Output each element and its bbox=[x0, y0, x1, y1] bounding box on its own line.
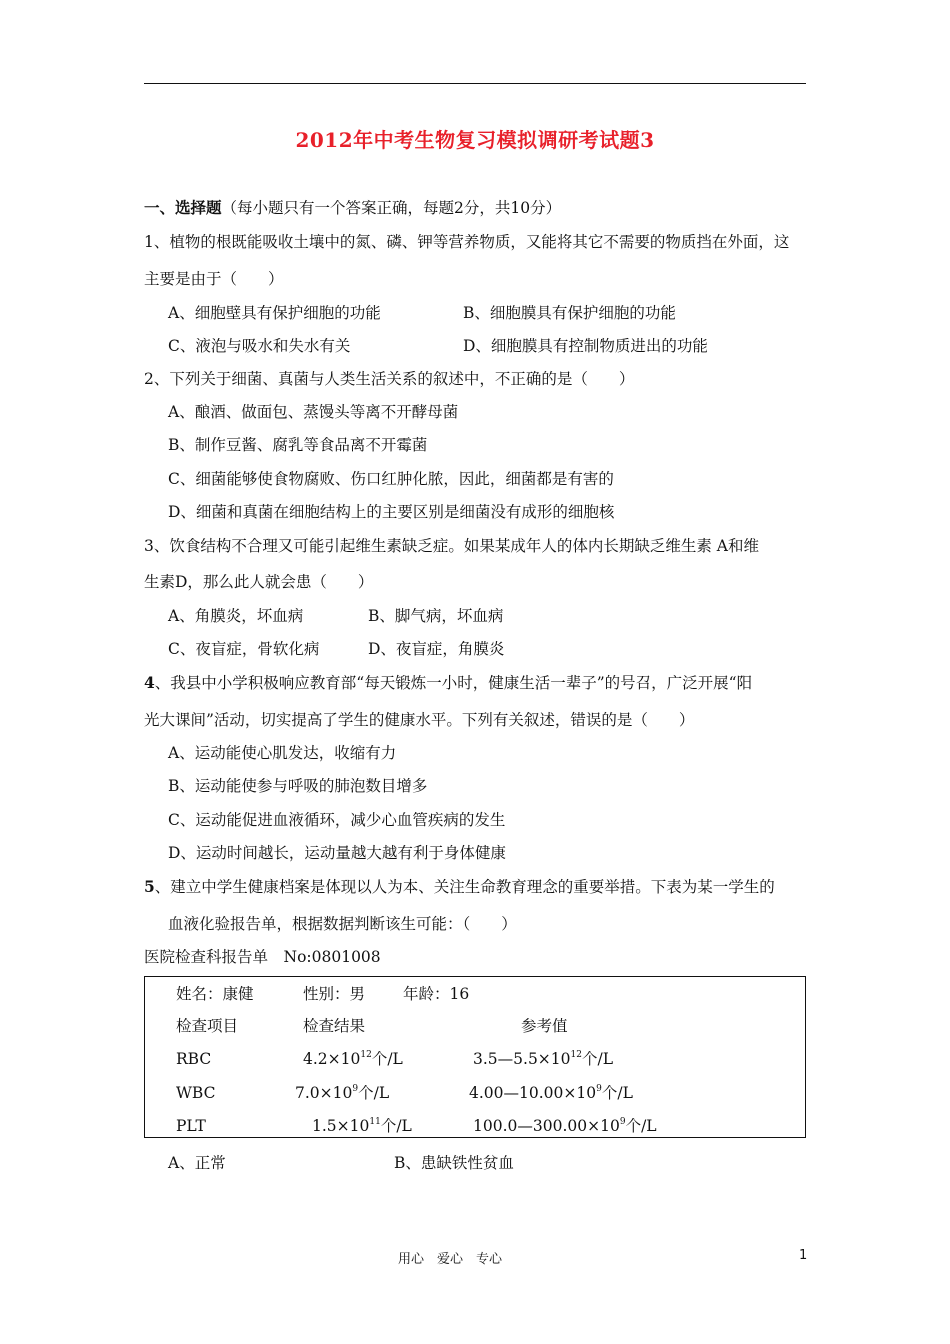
q5-option-b: B、患缺铁性贫血 bbox=[394, 1154, 514, 1172]
q2-stem: 2、下列关于细菌、真菌与人类生活关系的叙述中，不正确的是（ ） bbox=[144, 370, 635, 388]
q1-option-d: D、细胞膜具有控制物质进出的功能 bbox=[463, 337, 708, 355]
footer-motto: 用心 爱心 专心 bbox=[398, 1252, 503, 1267]
q5-option-a: A、正常 bbox=[168, 1154, 226, 1172]
row-rbc-reference: $3.5—5.5\times 10^{12}$个/L bbox=[473, 1050, 613, 1068]
row-wbc-item: WBC bbox=[176, 1084, 216, 1102]
patient-age: 年龄：16 bbox=[403, 985, 470, 1003]
row-rbc-item: RBC bbox=[176, 1050, 212, 1068]
section-note: （每小题只有一个答案正确，每题2分，共10分） bbox=[221, 199, 562, 217]
q1-option-b: B、细胞膜具有保护细胞的功能 bbox=[463, 304, 676, 322]
q4-number: 4 bbox=[144, 673, 155, 692]
page-title: 2012年中考生物复习模拟调研考试题3 bbox=[295, 128, 655, 152]
q3-stem-line2: 生素D，那么此人就会患（ ） bbox=[144, 573, 374, 591]
patient-name: 姓名：康健 bbox=[176, 985, 254, 1003]
q1-option-a: A、细胞壁具有保护细胞的功能 bbox=[168, 304, 381, 322]
column-header-result: 检查结果 bbox=[303, 1017, 366, 1035]
q1-stem-line1: 1、植物的根既能吸收土壤中的氮、磷、钾等营养物质，又能将其它不需要的物质挡在外面，这 bbox=[144, 233, 790, 251]
row-plt-item: PLT bbox=[176, 1117, 206, 1135]
q3-option-b: B、脚气病，坏血病 bbox=[368, 607, 504, 625]
row-plt-reference: $100.0—300.00\times 10^9$个/L bbox=[473, 1117, 657, 1135]
q3-option-a: A、角膜炎，坏血病 bbox=[168, 607, 304, 625]
q3-option-c: C、夜盲症，骨软化病 bbox=[168, 640, 320, 658]
q3-stem-line1: 3、饮食结构不合理又可能引起维生素缺乏症。如果某成年人的体内长期缺乏维生素 A和维 bbox=[144, 537, 759, 555]
q1-option-c: C、液泡与吸水和失水有关 bbox=[168, 337, 351, 355]
q4-stem-line1 bbox=[144, 673, 752, 693]
row-wbc-reference: $4.00—10.00\times 10^9$个/L bbox=[469, 1084, 633, 1102]
report-header: 医院检查科报告单 No:0801008 bbox=[144, 948, 381, 966]
q2-option-d: D、细菌和真菌在细胞结构上的主要区别是细菌没有成形的细胞核 bbox=[168, 503, 615, 521]
row-plt-result: $1.5\times 10^{11}$个/L bbox=[312, 1117, 412, 1135]
q1-stem-line2: 主要是由于（ ） bbox=[144, 270, 284, 288]
q4-stem-line2: 光大课间”活动，切实提高了学生的健康水平。下列有关叙述，错误的是（ ） bbox=[144, 711, 695, 729]
q4-option-a: A、运动能使心肌发达，收缩有力 bbox=[168, 744, 397, 762]
q3-option-d: D、夜盲症，角膜炎 bbox=[368, 640, 505, 658]
q5-stem-line2: 血液化验报告单，根据数据判断该生可能：（ ） bbox=[168, 915, 517, 933]
q4-option-b: B、运动能使参与呼吸的肺泡数目增多 bbox=[168, 777, 428, 795]
q5-number: 5 bbox=[144, 877, 155, 896]
patient-sex: 性别：男 bbox=[303, 985, 366, 1003]
section-heading bbox=[144, 198, 561, 218]
q4-option-c: C、运动能促进血液循环，减少心血管疾病的发生 bbox=[168, 811, 506, 829]
section-title: 一、选择题 bbox=[144, 198, 222, 217]
q5-stem-line1 bbox=[144, 877, 775, 897]
row-rbc-result: $4.2\times 10^{12}$个/L bbox=[303, 1050, 403, 1068]
q4-option-d: D、运动时间越长，运动量越大越有利于身体健康 bbox=[168, 844, 506, 862]
row-wbc-result: $7.0\times 10^9$个/L bbox=[295, 1084, 390, 1102]
q4-stem-text: 、我县中小学积极响应教育部“每天锻炼一小时，健康生活一辈子”的号召，广泛开展“阳 bbox=[154, 674, 753, 692]
q2-option-c: C、细菌能够使食物腐败、伤口红肿化脓，因此，细菌都是有害的 bbox=[168, 470, 614, 488]
header-rule bbox=[144, 83, 806, 84]
q2-option-a: A、酿酒、做面包、蒸馒头等离不开酵母菌 bbox=[168, 403, 459, 421]
q2-option-b: B、制作豆酱、腐乳等食品离不开霉菌 bbox=[168, 436, 428, 454]
column-header-reference: 参考值 bbox=[521, 1017, 568, 1035]
column-header-item: 检查项目 bbox=[176, 1017, 239, 1035]
page-number: 1 bbox=[799, 1248, 808, 1263]
q5-stem-text: 、建立中学生健康档案是体现以人为本、关注生命教育理念的重要举措。下表为某一学生的 bbox=[154, 878, 775, 896]
